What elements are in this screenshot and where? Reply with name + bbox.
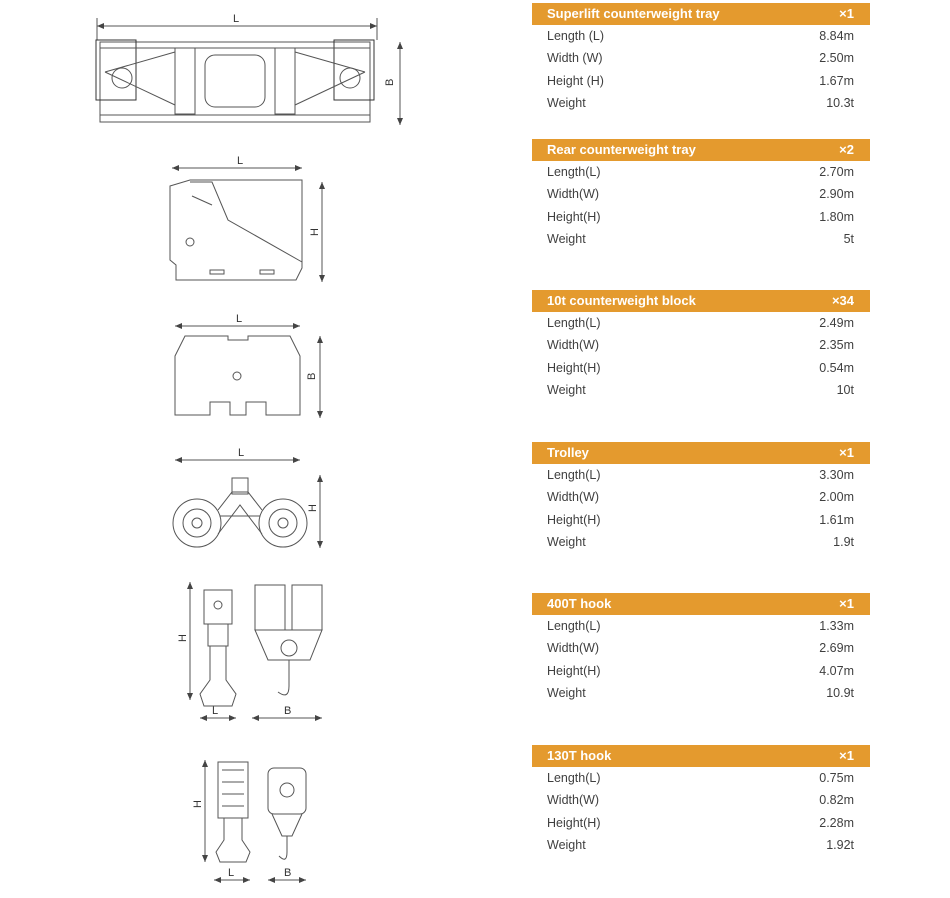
spec-value: 0.75m [819,771,854,785]
spec-value: 2.69m [819,641,854,656]
spec-value: 1.80m [819,209,854,224]
spec-label: Width(W) [547,187,600,202]
spec-row [532,25,870,47]
spec-title: 130T hook [547,748,612,763]
spec-trolley [532,442,870,553]
spec-qty: ×1 [839,445,854,460]
spec-value: 10t [836,382,854,397]
spec-counterweight-block [532,290,870,401]
spec-value: 2.35m [819,338,854,353]
spec-header [532,3,870,25]
spec-header [532,139,870,161]
spec-qty: ×2 [839,142,854,157]
spec-qty: ×1 [839,596,854,611]
spec-row [532,531,870,553]
spec-row [532,789,870,811]
spec-value: 0.82m [819,793,854,808]
rear-tray-dim-h: H [309,228,321,236]
spec-130t-hook [532,745,870,856]
spec-row [532,379,870,401]
spec-label: Weight [547,685,586,700]
trolley-dim-h: H [307,504,319,512]
superlift-dim-b: B [384,78,396,86]
hook400-drawing [177,582,322,718]
spec-header [532,290,870,312]
hook400-dim-h: H [177,634,189,642]
hook400-dim-b: B [284,705,292,717]
spec-row [532,206,870,228]
spec-row [532,486,870,508]
spec-value: 4.07m [819,663,854,678]
spec-row [532,357,870,379]
rear-tray-drawing [170,155,322,282]
spec-label: Width (W) [547,51,603,66]
spec-label: Height(H) [547,815,601,830]
spec-title: Superlift counterweight tray [547,6,720,21]
hook130-dim-l: L [228,867,235,879]
spec-value: 1.9t [833,534,854,549]
spec-superlift-tray [532,3,870,114]
spec-row [532,47,870,69]
spec-qty: ×34 [831,293,854,308]
spec-value: 1.61m [819,512,854,527]
spec-row [532,615,870,637]
spec-label: Length (L) [547,29,604,43]
spec-value: 10.3t [826,95,854,110]
spec-title: Trolley [547,445,589,460]
spec-row [532,767,870,789]
spec-label: Width(W) [547,490,600,505]
spec-title: Rear counterweight tray [547,142,696,157]
spec-label: Width(W) [547,338,600,353]
block-dim-b: B [306,372,318,380]
spec-label: Height(H) [547,360,601,375]
spec-row [532,464,870,486]
trolley-dim-l: L [238,447,245,459]
spec-label: Weight [547,95,586,110]
spec-row [532,637,870,659]
superlift-dim-l: L [233,13,240,25]
spec-400t-hook [532,593,870,704]
spec-label: Length(L) [547,771,601,785]
spec-header [532,442,870,464]
spec-row [532,183,870,205]
spec-row [532,660,870,682]
spec-label: Width(W) [547,641,600,656]
spec-value: 10.9t [826,685,854,700]
spec-value: 1.92t [826,837,854,852]
spec-value: 2.90m [819,187,854,202]
spec-value: 2.49m [819,316,854,330]
spec-qty: ×1 [839,748,854,763]
spec-value: 2.28m [819,815,854,830]
spec-label: Weight [547,231,586,246]
hook130-drawing [192,760,306,880]
spec-row [532,312,870,334]
spec-label: Width(W) [547,793,600,808]
spec-value: 8.84m [819,29,854,43]
spec-row [532,682,870,704]
spec-value: 3.30m [819,468,854,482]
spec-value: 1.33m [819,619,854,633]
spec-label: Length(L) [547,165,601,179]
spec-row [532,161,870,183]
block-drawing [175,313,320,418]
spec-rear-tray [532,139,870,250]
spec-label: Weight [547,382,586,397]
spec-row [532,334,870,356]
spec-row [532,509,870,531]
spec-title: 10t counterweight block [547,293,696,308]
spec-label: Height(H) [547,663,601,678]
spec-header [532,745,870,767]
rear-tray-dim-l: L [237,155,244,167]
spec-title: 400T hook [547,596,612,611]
spec-label: Length(L) [547,619,601,633]
spec-label: Weight [547,534,586,549]
trolley-drawing [173,447,320,548]
spec-label: Height (H) [547,73,604,88]
spec-label: Length(L) [547,316,601,330]
spec-value: 5t [843,231,854,246]
spec-value: 2.70m [819,165,854,179]
spec-value: 2.50m [819,51,854,66]
spec-value: 0.54m [819,360,854,375]
spec-label: Weight [547,837,586,852]
hook400-dim-l: L [212,705,219,717]
spec-row [532,812,870,834]
spec-qty: ×1 [839,6,854,21]
hook130-dim-h: H [192,800,204,808]
spec-value: 2.00m [819,490,854,505]
spec-row [532,228,870,250]
block-dim-l: L [236,313,243,325]
spec-label: Height(H) [547,512,601,527]
spec-row [532,92,870,114]
spec-label: Length(L) [547,468,601,482]
spec-row [532,70,870,92]
spec-label: Height(H) [547,209,601,224]
hook130-dim-b: B [284,867,292,879]
superlift-tray-drawing [96,13,400,125]
spec-value: 1.67m [819,73,854,88]
spec-header [532,593,870,615]
spec-row [532,834,870,856]
